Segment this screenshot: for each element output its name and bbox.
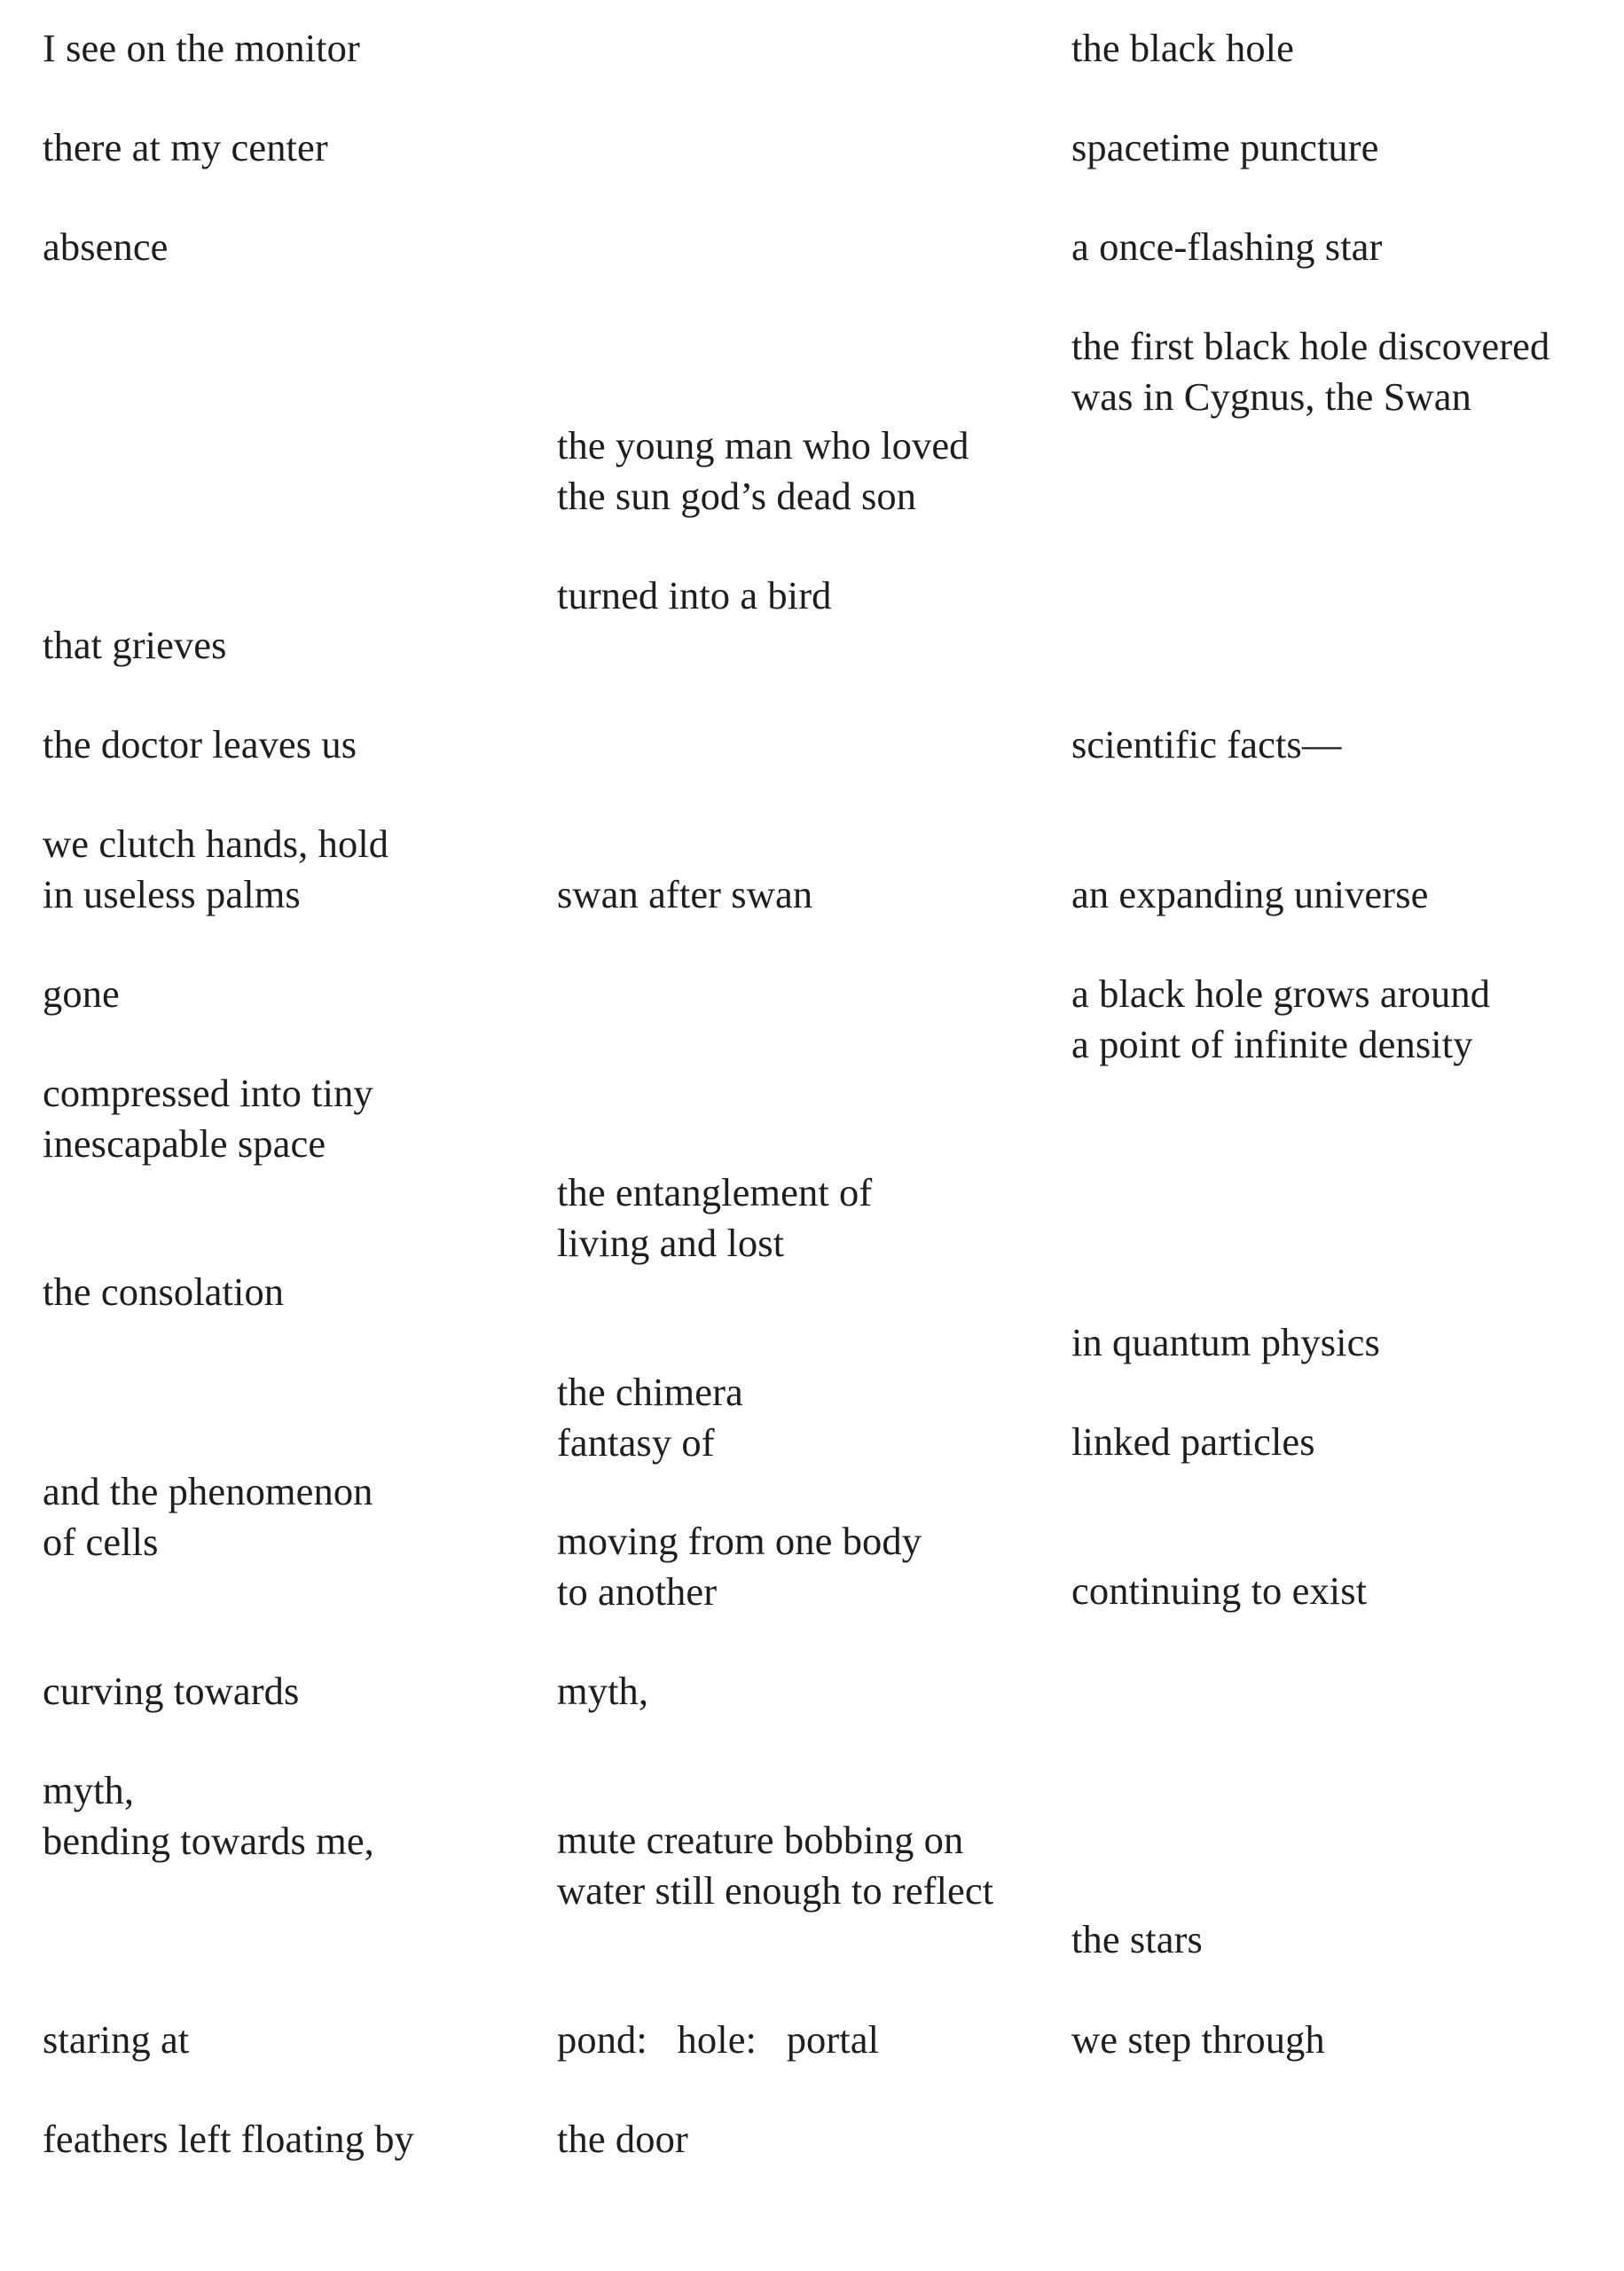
poem-stanza-middle: moving from one body to another [557, 1519, 922, 1614]
poem-stanza-right: we step through [1071, 2017, 1325, 2062]
poem-column-middle [557, 0, 1071, 2271]
poem-stanza-right: a black hole grows around a point of infinite density [1071, 971, 1491, 1066]
poem-stanza-left: and the phenomenon of cells [43, 1469, 373, 1564]
poem-stanza-left: myth, bending towards me, [43, 1768, 374, 1863]
poem-stanza-right: the black hole [1071, 26, 1294, 70]
poem-stanza-left: the doctor leaves us [43, 722, 357, 766]
poem-stanza-middle: the chimera fantasy of [557, 1370, 743, 1465]
poem-stanza-right: in quantum physics [1071, 1320, 1380, 1364]
poem-stanza-left: I see on the monitor [43, 26, 360, 70]
poem-stanza-left: gone [43, 971, 120, 1016]
poem-stanza-right: the stars [1071, 1917, 1203, 1961]
poem-stanza-middle: pond: hole: portal [557, 2017, 880, 2062]
poem-stanza-right: an expanding universe [1071, 872, 1429, 916]
poem-stanza-middle: mute creature bobbing on water still enough to reflect [557, 1818, 994, 1913]
poem-column-left [43, 0, 539, 2271]
poem-stanza-right: linked particles [1071, 1419, 1315, 1464]
poem-stanza-left: there at my center [43, 125, 328, 169]
poem-stanza-middle: myth, [557, 1669, 649, 1713]
poem-stanza-middle: turned into a bird [557, 573, 832, 617]
poem-stanza-left: that grieves [43, 623, 227, 667]
poem-stanza-right: scientific facts— [1071, 722, 1342, 766]
poem-stanza-middle: swan after swan [557, 872, 813, 916]
poem-stanza-middle: the young man who loved the sun god’s dead son [557, 423, 969, 518]
poem-stanza-left: staring at [43, 2017, 190, 2062]
poem-column-right [1071, 0, 1621, 2271]
poem-stanza-left: curving towards [43, 1669, 300, 1713]
poem-stanza-left: the consolation [43, 1269, 285, 1314]
poem-stanza-right: a once-flashing star [1071, 224, 1383, 269]
poem-stanza-left: we clutch hands, hold in useless palms [43, 821, 389, 916]
poem-stanza-left: compressed into tiny inescapable space [43, 1071, 373, 1166]
poem-stanza-right: the first black hole discovered was in Cygnus, the Swan [1071, 324, 1550, 419]
poem-stanza-left: feathers left floating by [43, 2117, 414, 2161]
poem-stanza-left: absence [43, 224, 169, 269]
poem-stanza-middle: the door [557, 2117, 688, 2161]
poem-stanza-right: spacetime puncture [1071, 125, 1379, 169]
poem-stanza-right: continuing to exist [1071, 1568, 1368, 1613]
poem-stanza-middle: the entanglement of living and lost [557, 1170, 873, 1265]
